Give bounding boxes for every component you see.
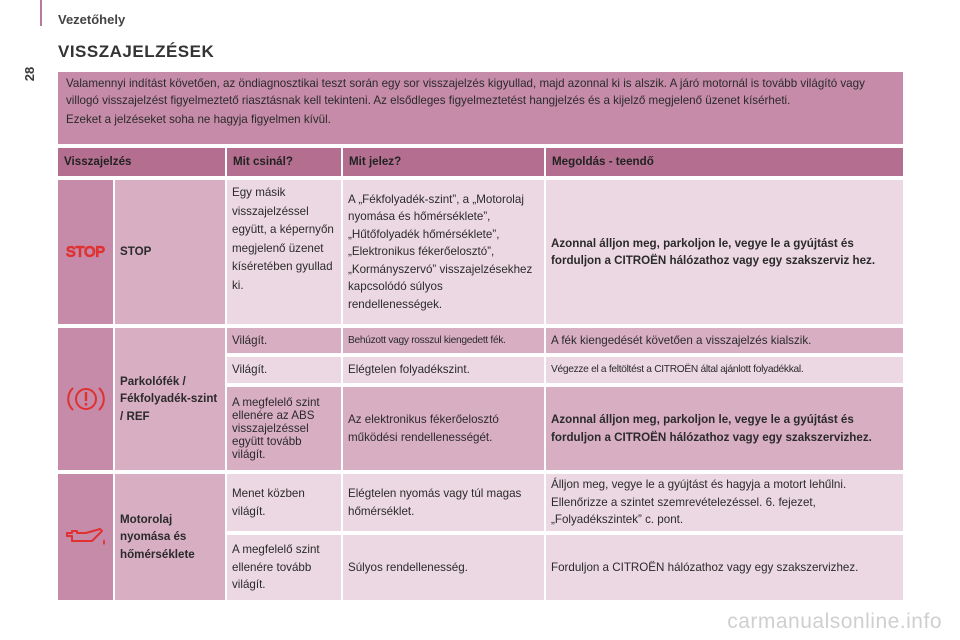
intro-box: [58, 72, 903, 144]
oil-row1-means: Elégtelen nyomás vagy túl magas hőmérséklet.: [343, 470, 546, 531]
intro-paragraph-1: Valamennyi indítást követően, az öndiagnosztikai teszt során egy sor visszajelzés kigyullad, majd azonnal ki is alszik. A járó motornál is tovább világító vagy villogó visszajelzést figyelmeztető riasztásnak kell tekinteni. Az elsődleges figyelmeztetést hangjelzés és a kijelző megjelenő üzenet kísérheti.: [66, 77, 865, 107]
stop-means: A „Fékfolyadék-szint”, a „Motorolaj nyomása és hőmérséklete”, „Hűtőfolyadék hőmérséklete”, „Elektronikus fékerőelosztó”, „Kormányszervó” visszajelzésekhez kapcsolódó súlyos rendellenességek.: [343, 176, 546, 324]
brake-row3-does: A megfelelő szint ellenére az ABS visszajelzéssel együtt tovább világít.: [227, 383, 343, 470]
stop-warning-icon: [58, 176, 115, 324]
brake-row1-means: Behúzott vagy rosszul kiengedett fék.: [343, 324, 546, 353]
brake-row2-action: Végezze el a feltöltést a CITROËN által ajánlott folyadékkal.: [546, 353, 903, 383]
page-number: 28: [22, 66, 37, 82]
oil-row2-means: Súlyos rendellenesség.: [343, 531, 546, 600]
brake-row1-does: Világít.: [227, 324, 343, 353]
brake-row1-action: A fék kiengedését követően a visszajelzés kialszik.: [546, 324, 903, 353]
column-header-signal: Visszajelzés: [58, 148, 227, 176]
signal-name-brake: Parkolófék / Fékfolyadék-szint / REF: [115, 324, 227, 470]
oil-row1-action: Álljon meg, vegye le a gyújtást és hagyja a motort lehűlni. Ellenőrizze a szintet szemrevételezéssel. 6. fejezet, „Folyadékszintek” c. pont.: [546, 470, 903, 531]
page-title: VISSZAJELZÉSEK: [58, 42, 215, 61]
section-title: Vezetőhely: [58, 12, 126, 27]
oil-row1-does: Menet közben világít.: [227, 470, 343, 531]
brake-row2-means: Elégtelen folyadékszint.: [343, 353, 546, 383]
stop-action: Azonnal álljon meg, parkoljon le, vegye le a gyújtást és forduljon a CITROËN hálózathoz vagy egy szakszerviz hez.: [546, 176, 903, 324]
oil-pressure-icon: [58, 470, 115, 600]
intro-paragraph-2: Ezeket a jelzéseket soha ne hagyja figyelmen kívül.: [66, 113, 331, 126]
stop-does: Egy másik visszajelzéssel együtt, a képernyőn megjelenő üzenet kíséretében gyullad ki.: [227, 176, 343, 324]
brake-row3-action: Azonnal álljon meg, parkoljon le, vegye le a gyújtást és forduljon a CITROËN hálózathoz vagy egy szakszervizhez.: [546, 383, 903, 470]
side-accent-bar: [40, 0, 42, 26]
column-header-means: Mit jelez?: [343, 148, 546, 176]
watermark: carmanualsonline.info: [727, 610, 942, 633]
brake-row3-means: Az elektronikus fékerőelosztó működési rendellenességét.: [343, 383, 546, 470]
column-header-does: Mit csinál?: [227, 148, 343, 176]
warning-lights-table: [58, 148, 903, 602]
oil-row2-action: Forduljon a CITROËN hálózathoz vagy egy szakszervizhez.: [546, 531, 903, 600]
stop-icon-text: STOP: [66, 244, 105, 261]
brake-warning-icon: [58, 324, 115, 470]
signal-name-oil: Motorolaj nyomása és hőmérséklete: [115, 470, 227, 600]
brake-row2-does: Világít.: [227, 353, 343, 383]
oil-row2-does: A megfelelő szint ellenére tovább világít.: [227, 531, 343, 600]
column-header-action: Megoldás - teendő: [546, 148, 903, 176]
signal-name-stop: STOP: [115, 176, 227, 324]
